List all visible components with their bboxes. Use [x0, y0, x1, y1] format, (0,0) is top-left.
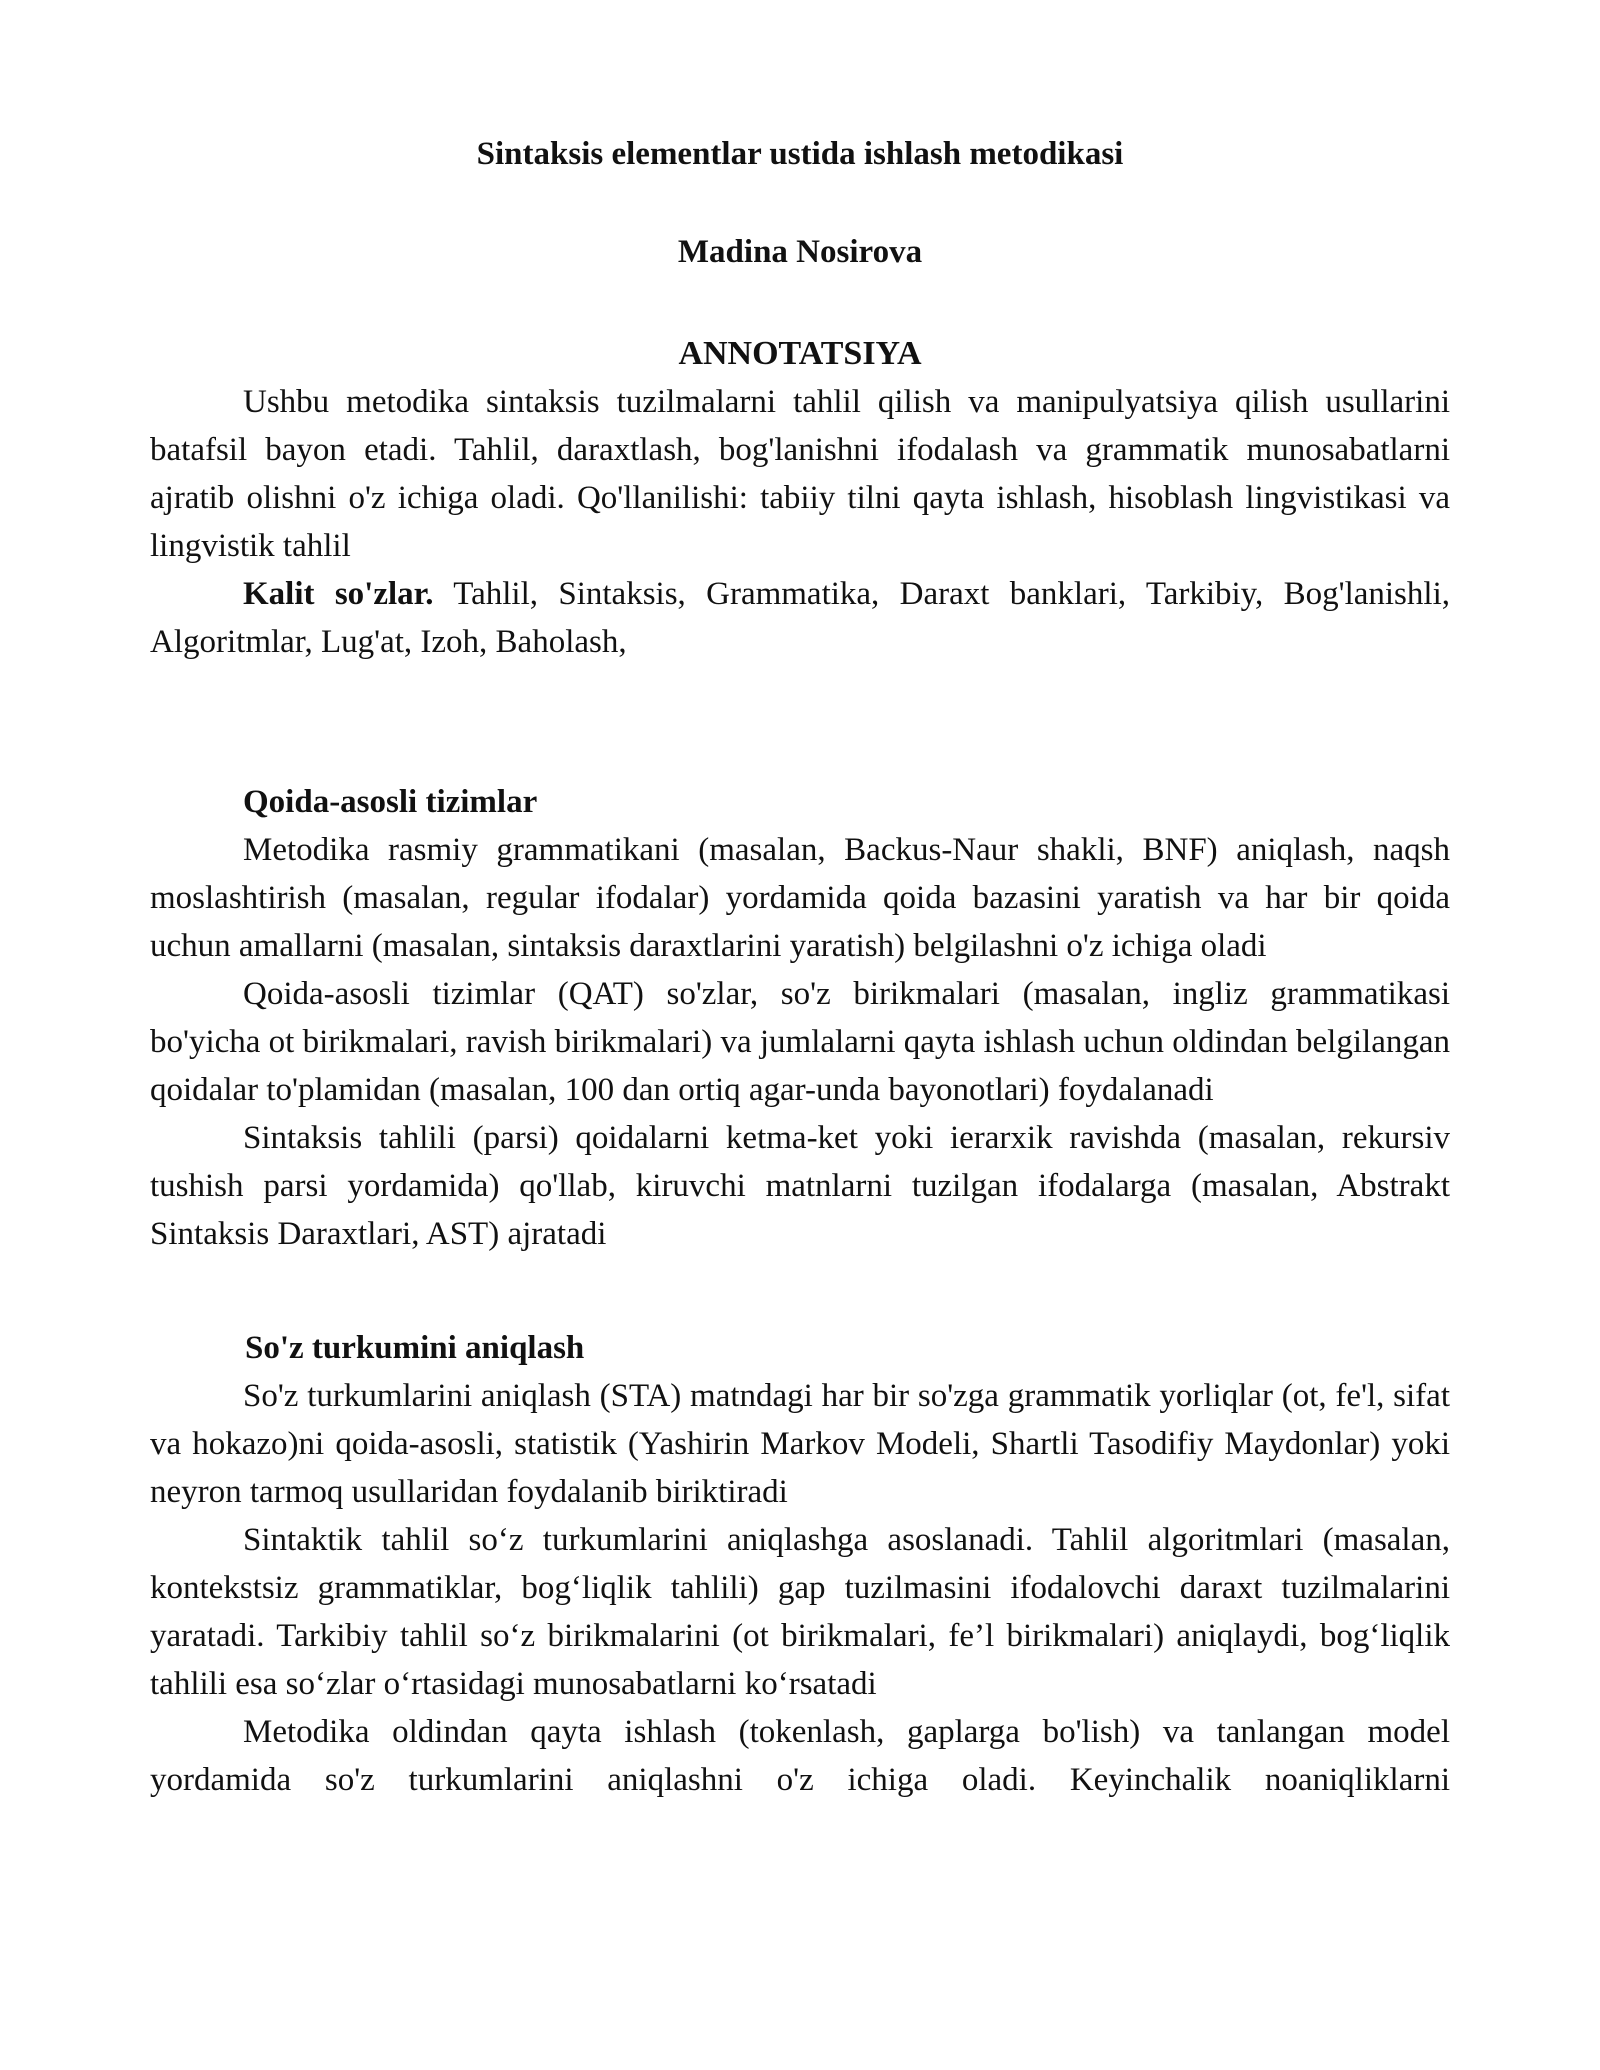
section-2-paragraph-1: So'z turkumlarini aniqlash (STA) matndagi har bir so'zga grammatik yorliqlar (ot, fe'l, sifat va hokazo)ni qoida-asosli, statistik (Yashirin Markov Modeli, Shartli Tasodifiy Maydonlar) yoki neyron tarmoq usullaridan foydalanib biriktiradi [150, 1378, 1450, 1510]
section-1-paragraph-2: Qoida-asosli tizimlar (QAT) so'zlar, so'z birikmalari (masalan, ingliz grammatikasi bo'yicha ot birikmalari, ravish birikmalari) va jumlalarni qayta ishlash uchun oldindan belgilangan qoidalar to'plamidan (masalan, 100 dan ortiq agar-unda bayonotlari) foydalanadi [150, 976, 1450, 1108]
section-1-paragraph-3: Sintaksis tahlili (parsi) qoidalarni ketma-ket yoki ierarxik ravishda (masalan, rekursiv tushish parsi yordamida) qo'llab, kiruvchi matnlarni tuzilgan ifodalarga (masalan, Abstrakt Sintaksis Daraxtlari, AST) ajratadi [150, 1120, 1450, 1252]
keywords-text: Tahlil, Sintaksis, Grammatika, Daraxt banklari, Tarkibiy, Bog'lanishli, Algoritmlar, Lug'at, Izoh, Baholash, [150, 576, 1450, 660]
section-heading-rule-based: Qoida-asosli tizimlar [243, 784, 538, 820]
annotation-text: Ushbu metodika sintaksis tuzilmalarni tahlil qilish va manipulyatsiya qilish usullarini batafsil bayon etadi. Tahlil, daraxtlash, bog'lanishni ifodalash va grammatik munosabatlarni ajratib olishni o'z ichiga oladi. Qo'llanilishi: tabiiy tilni qayta ishlash, hisoblash lingvistikasi va lingvistik tahlil [150, 384, 1450, 564]
section-2-paragraph-2: Sintaktik tahlil so‘z turkumlarini aniqlashga asoslanadi. Tahlil algoritmlari (masalan, kontekstsiz grammatiklar, bog‘liqlik tahlili) gap tuzilmasini ifodalovchi daraxt tuzilmalarini yaratadi. Tarkibiy tahlil so‘z birikmalarini (ot birikmalari, fe’l birikmalari) aniqlaydi, bog‘liqlik tahlili esa so‘zlar o‘rtasidagi munosabatlarni ko‘rsatadi [150, 1522, 1450, 1702]
author-name: Madina Nosirova [677, 234, 923, 270]
section-1-paragraph-1: Metodika rasmiy grammatikani (masalan, Backus-Naur shakli, BNF) aniqlash, naqsh moslashtirish (masalan, regular ifodalar) yordamida qoida bazasini yaratish va har bir qoida uchun amallarni (masalan, sintaksis daraxtlarini yaratish) belgilashni o'z ichiga oladi [150, 832, 1450, 964]
paper-title: Sintaksis elementlar ustida ishlash metodikasi [476, 136, 1124, 172]
keywords-label: Kalit so'zlar. [243, 576, 434, 612]
annotation-heading: ANNOTATSIYA [678, 335, 922, 372]
section-2-paragraph-3: Metodika oldindan qayta ishlash (tokenlash, gaplarga bo'lish) va tanlangan model yordamida so'z turkumlarini aniqlashni o'z ichiga oladi. Keyinchalik noaniqliklarni [150, 1714, 1450, 1798]
keywords-paragraph [150, 570, 1450, 666]
section-heading-pos-tagging: So'z turkumini aniqlash [245, 1330, 585, 1366]
